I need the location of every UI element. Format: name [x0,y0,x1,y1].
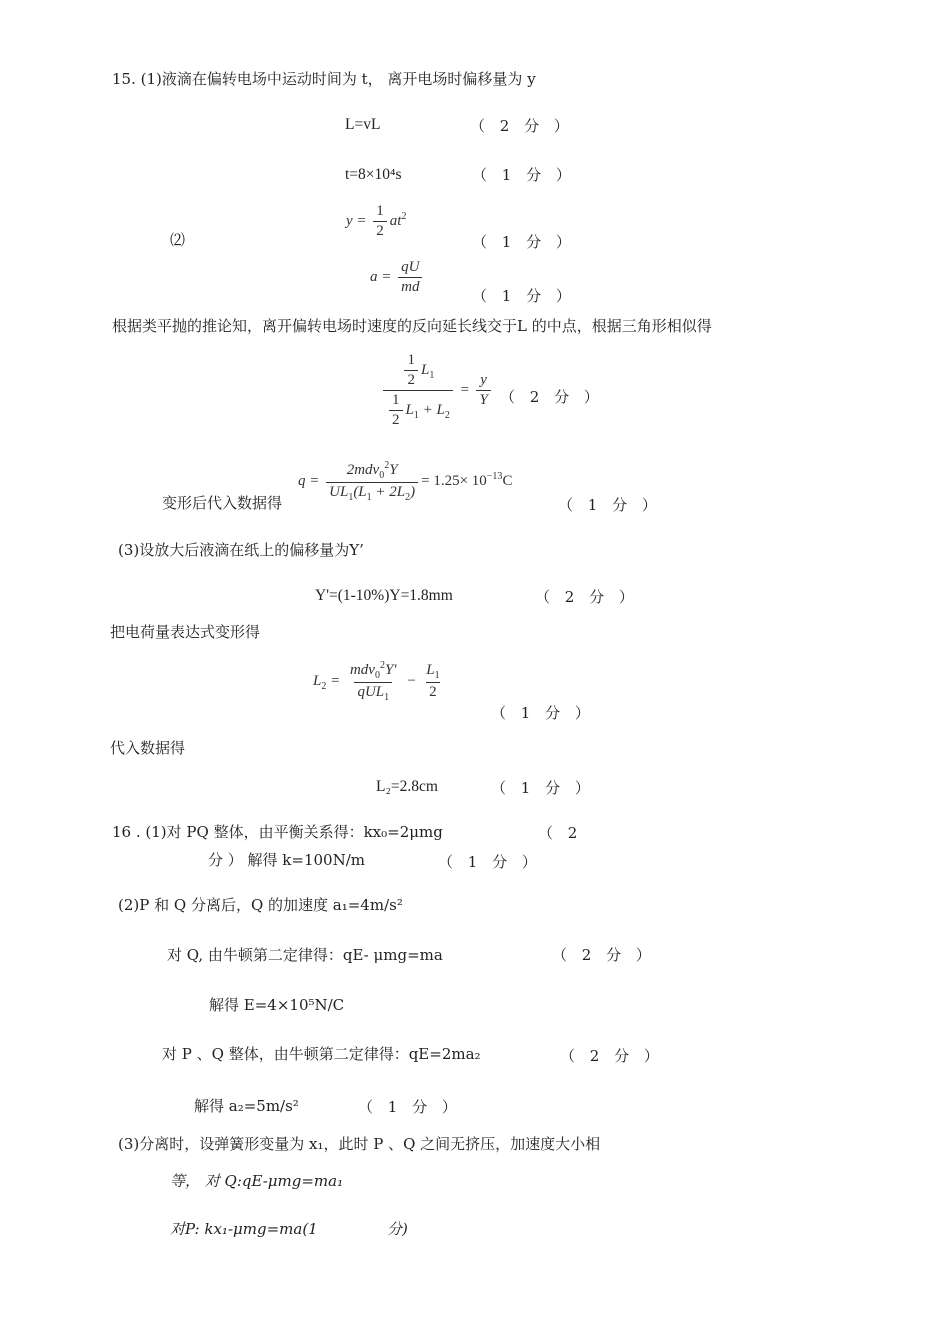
ratio-formula: $\frac{1}{2}$ $L_1$ $\frac{1}{2}$ $L_1 + L_2$ = $\frac{y}{Y}$ [380,352,494,429]
E-result: 解得 E=4×10⁵N/C [209,996,345,1014]
eq-Yprime: Y'=(1-10%)Y=1.8mm [315,587,453,604]
q-formula: q = $\frac{2mdv_0^2Y}{UL_1(L_1 + 2L_2)}$ = $1.25\times 10^{-13}C$ [298,460,513,503]
score-eq-Yprime: （ 2 分 ） [535,588,639,606]
q-result: = 1.25× 10 [421,472,487,489]
eq-y-formula: y = $\frac{1}{2}$ $at^2$ [346,203,407,239]
q15-part3-intro: (3)设放大后液滴在纸上的偏移量为Y’ [118,541,364,559]
forP-equation: 对P: kx₁-μmg=ma(1 [170,1220,318,1238]
score-q: （ 1 分 ） [558,496,662,514]
q16-part2-intro: (2)P 和 Q 分离后，Q 的加速度 a₁=4m/s² [118,896,403,914]
q-exponent: −13 [486,470,503,482]
eq-a-formula: a = $\frac{qU}{md}$ [370,259,425,296]
eq-L: L=vL [345,116,381,133]
eq-L2-value: L₂=2.8cm [376,778,438,795]
similar-triangles-text: 根据类平抛的推论知，离开偏转电场时速度的反向延长线交于L 的中点，根据三角形相似得 [112,317,712,335]
score-forPQ: （ 2 分 ） [560,1047,664,1065]
forPQ-equation: 对 P 、Q 整体，由牛顿第二定律得：qE=2ma₂ [162,1045,481,1063]
q16-part1-line2: 分 ） 解得 k=100N/m [208,851,365,869]
score-eq-t: （ 1 分 ） [472,166,576,184]
eq-t: t=8×10⁴s [345,166,402,183]
a2-result: 解得 a₂=5m/s² [194,1097,299,1115]
q16-part3-line1: (3)分离时，设弹簧形变量为 x₁，此时 P 、Q 之间无挤压，加速度大小相 [118,1135,601,1153]
q15-part1-intro: 15. (1)液滴在偏转电场中运动时间为 t， 离开电场时偏移量为 y [112,70,536,88]
score-forQ: （ 2 分 ） [552,946,656,964]
q-unit: C [502,472,513,489]
score-a2: （ 1 分 ） [358,1098,462,1116]
score-eq-y: （ 1 分 ） [472,233,576,251]
score-q16-part1-b: （ 1 分 ） [438,853,542,871]
q-label: 变形后代入数据得 [162,494,283,512]
score-eq-L: （ 2 分 ） [470,117,574,135]
substitute-text: 代入数据得 [110,739,186,757]
q16-part1-line1: 16 . (1)对 PQ 整体，由平衡关系得：kx₀=2μmg [112,823,443,841]
score-eq-L2-value: （ 1 分 ） [491,779,595,797]
q16-part3-line2: 等， 对 Q:qE-μmg=ma₁ [170,1172,344,1190]
part2-label: ⑵ [170,231,186,249]
forQ-equation: 对 Q, 由牛顿第二定律得：qE- μmg=ma [167,946,443,964]
score-eq-a: （ 1 分 ） [472,287,576,305]
transform-text: 把电荷量表达式变形得 [110,623,261,641]
forP-score-tail: 分) [387,1220,408,1238]
score-q16-part1-a: （ 2 [538,824,583,842]
score-eq-L2: （ 1 分 ） [491,704,595,722]
score-ratio: （ 2 分 ） [500,388,604,406]
L2-formula: $L_2$ = $\frac{mdv_0^2Y'}{qUL_1}$ − $\frac{L_1}{2}$ [313,660,440,703]
